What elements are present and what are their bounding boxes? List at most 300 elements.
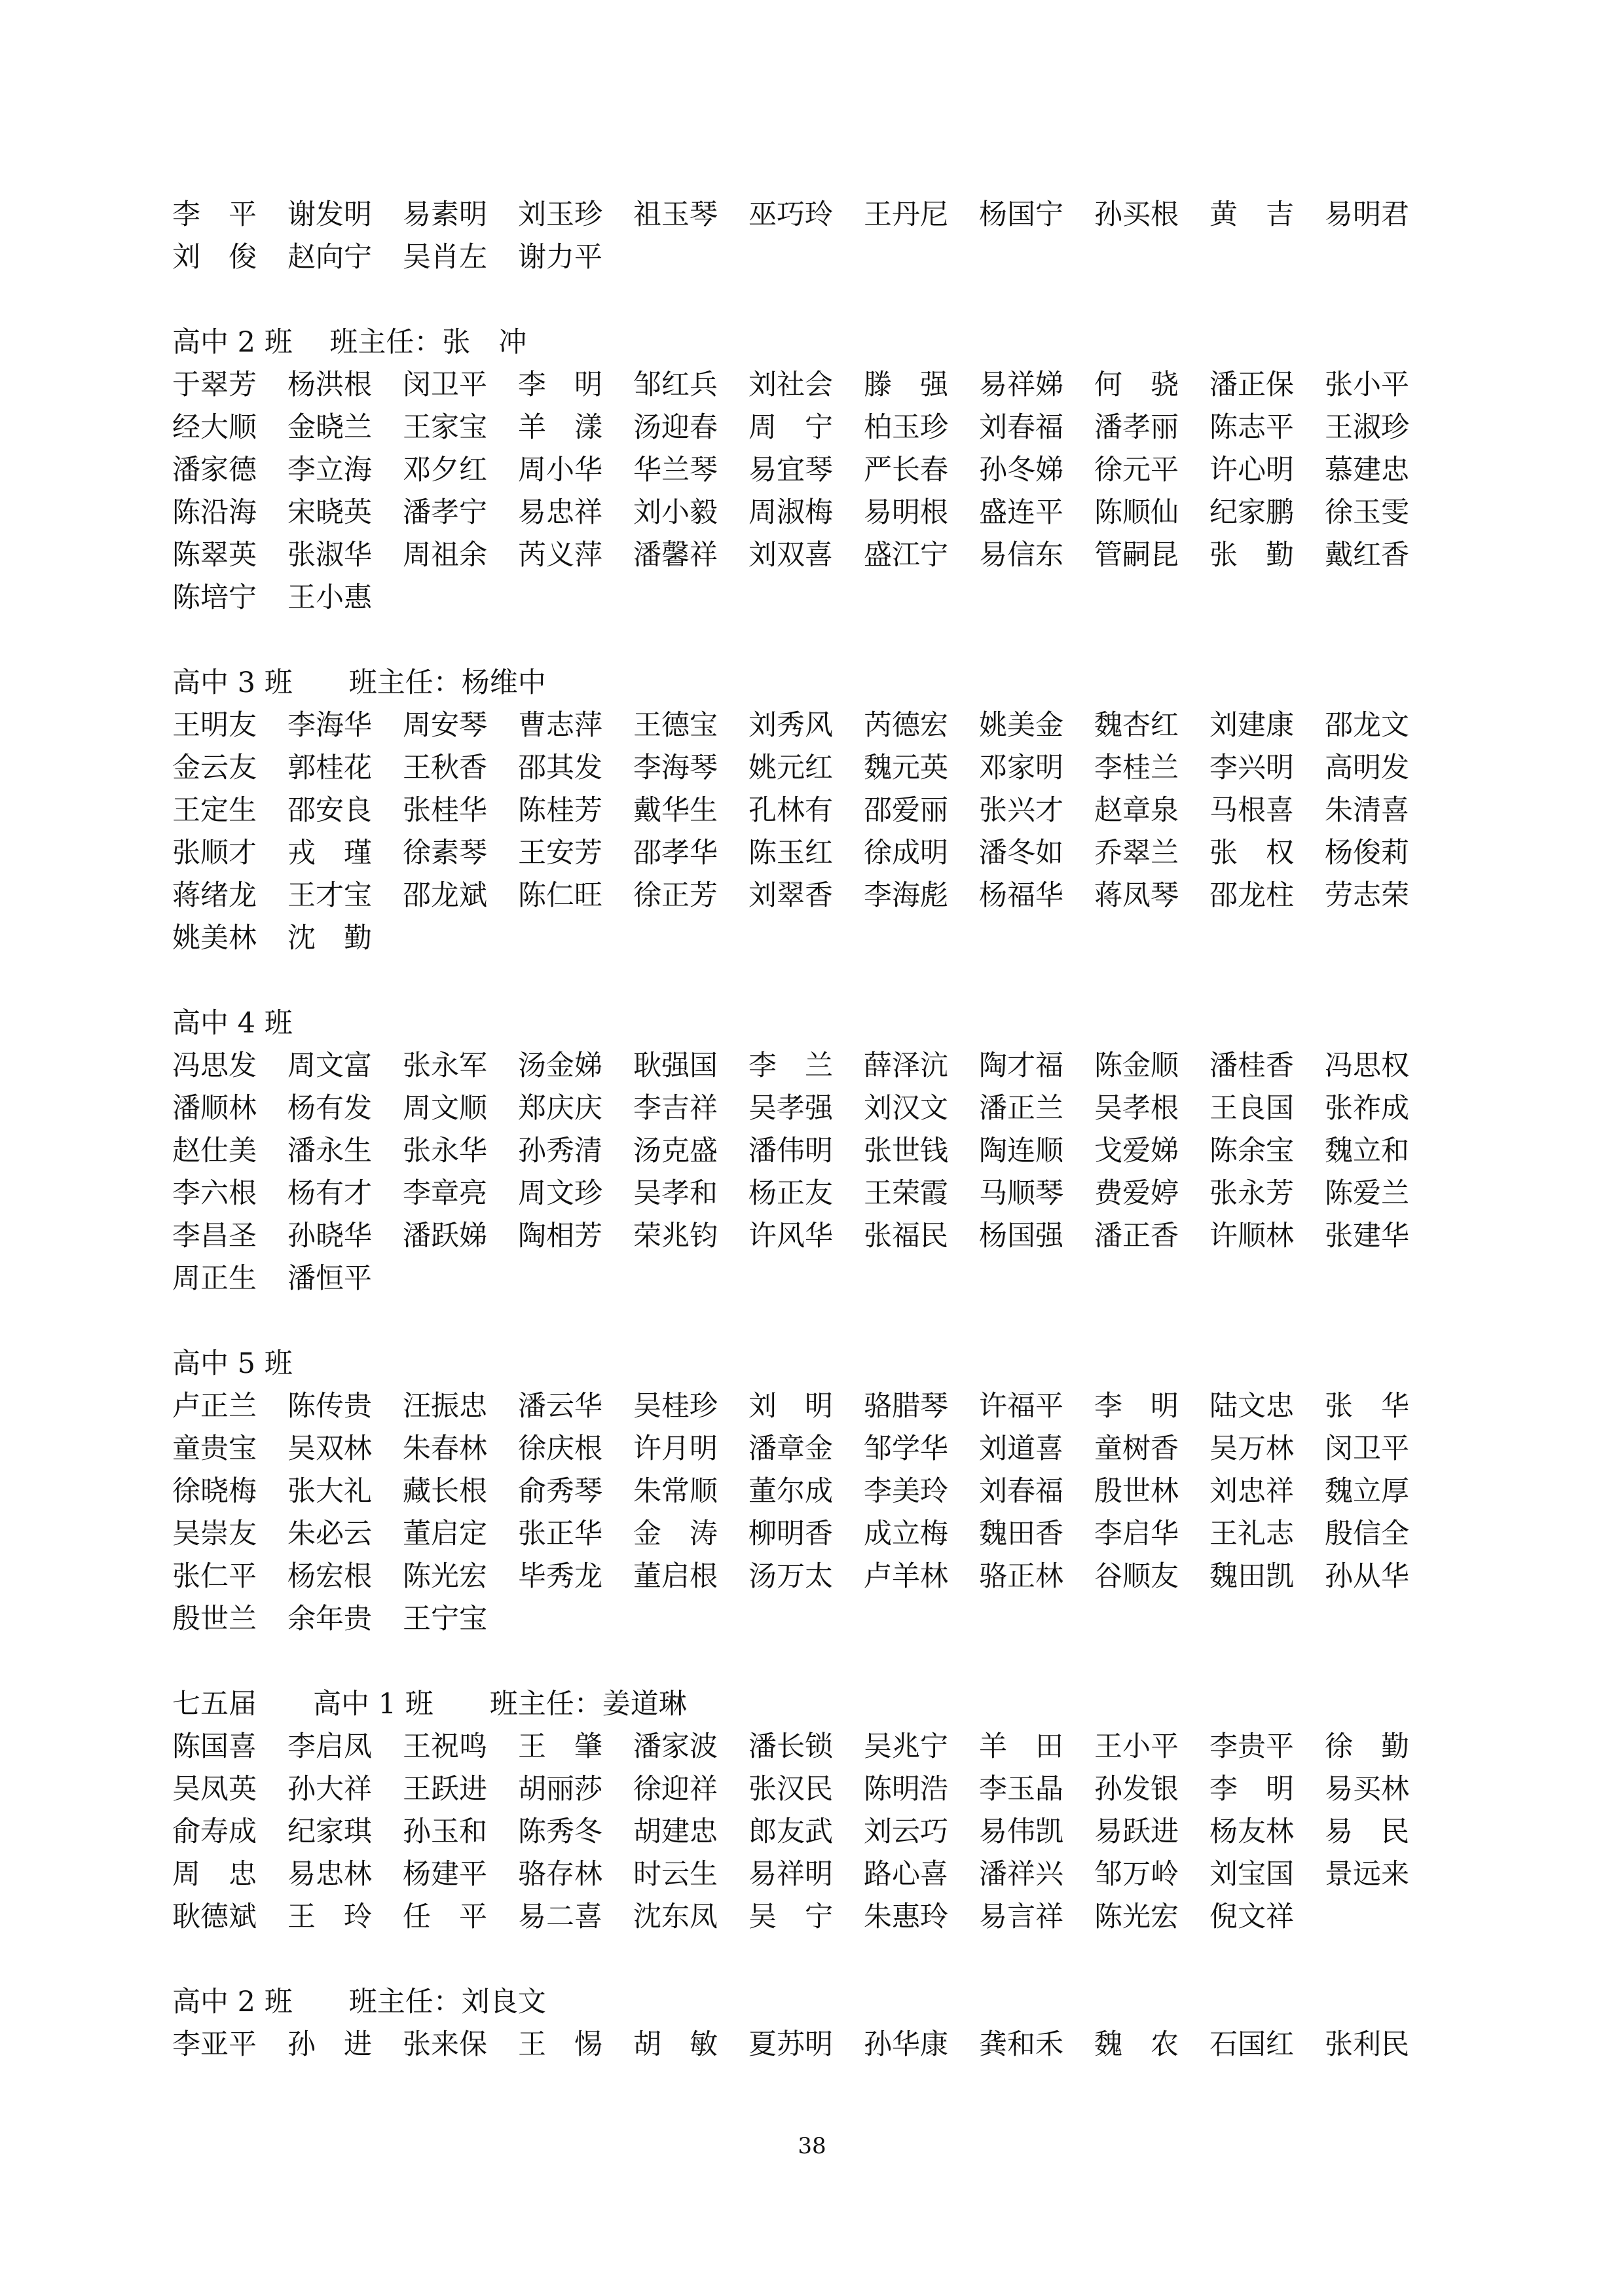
student-name: 卢正兰	[172, 1390, 257, 1423]
student-name: 殷信全	[1325, 1518, 1409, 1550]
name-row	[172, 492, 1456, 534]
student-name: 黄 吉	[1209, 198, 1294, 231]
student-name: 陶连顺	[979, 1135, 1063, 1167]
student-name: 陈顺仙	[1094, 496, 1179, 529]
student-name: 纪家鹏	[1209, 496, 1294, 529]
student-name: 曹志萍	[518, 709, 602, 742]
name-row	[172, 747, 1456, 790]
student-name: 王丹尼	[864, 198, 948, 231]
student-name: 胡建忠	[633, 1815, 718, 1848]
name-row	[172, 236, 1456, 279]
student-name: 胡 敏	[633, 2028, 718, 2061]
student-name: 刘 明	[748, 1390, 833, 1423]
student-name: 陈秀冬	[518, 1815, 602, 1848]
student-name: 李海琴	[633, 752, 718, 784]
student-name: 孙华康	[864, 2028, 948, 2061]
student-name: 陈翠英	[172, 539, 257, 572]
name-row	[172, 1598, 1456, 1641]
student-name: 陈仁旺	[518, 879, 602, 912]
student-name: 周 忠	[172, 1858, 257, 1891]
student-name: 王淑珍	[1325, 411, 1409, 444]
section-spacer	[172, 1939, 1456, 1981]
student-name: 王小惠	[287, 581, 372, 614]
student-name: 邵龙文	[1325, 709, 1409, 742]
student-name: 宋晓英	[287, 496, 372, 529]
student-name: 卢羊林	[864, 1560, 948, 1593]
student-name: 藏长根	[403, 1475, 487, 1508]
student-name: 王德宝	[633, 709, 718, 742]
student-name: 王定生	[172, 794, 257, 827]
student-name: 张永军	[403, 1049, 487, 1082]
student-name: 杨俊莉	[1325, 837, 1409, 869]
name-row	[172, 1726, 1456, 1768]
student-name: 张建华	[1325, 1220, 1409, 1252]
student-name: 刘玉珍	[518, 198, 602, 231]
student-name: 童树香	[1094, 1432, 1179, 1465]
student-name: 纪家琪	[287, 1815, 372, 1848]
student-name: 王小平	[1094, 1730, 1179, 1763]
student-name: 易祥娣	[979, 369, 1063, 401]
student-name: 潘顺林	[172, 1092, 257, 1125]
student-name: 赵章泉	[1094, 794, 1179, 827]
student-name: 张来保	[403, 2028, 487, 2061]
name-row	[172, 407, 1456, 449]
name-row	[172, 790, 1456, 832]
name-row	[172, 704, 1456, 747]
student-name: 刘云巧	[864, 1815, 948, 1848]
student-name: 刘建康	[1209, 709, 1294, 742]
student-name: 王良国	[1209, 1092, 1294, 1125]
student-name: 陈志平	[1209, 411, 1294, 444]
student-name: 杨正友	[748, 1177, 833, 1210]
student-name: 董启定	[403, 1518, 487, 1550]
student-name: 杨宏根	[287, 1560, 372, 1593]
student-name: 羊 漾	[518, 411, 602, 444]
student-name: 董启根	[633, 1560, 718, 1593]
student-name: 俞秀琴	[518, 1475, 602, 1508]
student-name: 魏元英	[864, 752, 948, 784]
student-name: 王明友	[172, 709, 257, 742]
student-name: 陈爱兰	[1325, 1177, 1409, 1210]
student-name: 刘翠香	[748, 879, 833, 912]
student-name: 吴凤英	[172, 1773, 257, 1806]
name-row	[172, 577, 1456, 619]
student-name: 汤金娣	[518, 1049, 602, 1082]
name-row	[172, 1215, 1456, 1258]
student-name: 孙秀清	[518, 1135, 602, 1167]
student-name: 李贵平	[1209, 1730, 1294, 1763]
student-name: 羊 田	[979, 1730, 1063, 1763]
student-name: 王安芳	[518, 837, 602, 869]
student-name: 吴万林	[1209, 1432, 1294, 1465]
student-name: 朱清喜	[1325, 794, 1409, 827]
student-name: 王 肇	[518, 1730, 602, 1763]
section-spacer	[172, 619, 1456, 662]
student-name: 张世钱	[864, 1135, 948, 1167]
student-name: 巫巧玲	[748, 198, 833, 231]
student-name: 金 涛	[633, 1518, 718, 1550]
student-name: 戈爱娣	[1094, 1135, 1179, 1167]
student-name: 徐玉雯	[1325, 496, 1409, 529]
student-name: 周小华	[518, 454, 602, 486]
student-name: 余年贵	[287, 1603, 372, 1635]
student-name: 张小平	[1325, 369, 1409, 401]
class-section	[172, 279, 1456, 619]
name-row	[172, 1258, 1456, 1300]
student-name: 魏 农	[1094, 2028, 1179, 2061]
student-name: 郎友武	[748, 1815, 833, 1848]
student-name: 骆腊琴	[864, 1390, 948, 1423]
class-section	[172, 1939, 1456, 2066]
name-row	[172, 1853, 1456, 1896]
student-name: 邵孝华	[633, 837, 718, 869]
student-name: 潘恒平	[287, 1262, 372, 1295]
student-name: 陈明浩	[864, 1773, 948, 1806]
student-name: 邵安良	[287, 794, 372, 827]
student-name: 李吉祥	[633, 1092, 718, 1125]
class-heading: 高中 4 班	[172, 1007, 293, 1040]
class-section	[172, 960, 1456, 1300]
student-name: 陶相芳	[518, 1220, 602, 1252]
name-row	[172, 1513, 1456, 1556]
student-name: 周文富	[287, 1049, 372, 1082]
student-name: 童贵宝	[172, 1432, 257, 1465]
student-name: 王宁宝	[403, 1603, 487, 1635]
student-name: 张桂华	[403, 794, 487, 827]
student-name: 张大礼	[287, 1475, 372, 1508]
student-name: 邹红兵	[633, 369, 718, 401]
student-name: 易买林	[1325, 1773, 1409, 1806]
student-name: 孔林有	[748, 794, 833, 827]
student-name: 张永华	[403, 1135, 487, 1167]
student-name: 杨福华	[979, 879, 1063, 912]
student-name: 李 明	[1209, 1773, 1294, 1806]
student-name: 邵龙斌	[403, 879, 487, 912]
student-name: 潘馨祥	[633, 539, 718, 572]
student-name: 杨国宁	[979, 198, 1063, 231]
student-name: 吴孝强	[748, 1092, 833, 1125]
student-name: 李昌圣	[172, 1220, 257, 1252]
student-name: 易伟凯	[979, 1815, 1063, 1848]
student-name: 许顺林	[1209, 1220, 1294, 1252]
student-name: 谷顺友	[1094, 1560, 1179, 1593]
section-spacer	[172, 1300, 1456, 1343]
student-name: 赵向宁	[287, 241, 372, 274]
student-name: 戴红香	[1325, 539, 1409, 572]
name-row	[172, 1130, 1456, 1173]
student-name: 李海彪	[864, 879, 948, 912]
student-name: 任 平	[403, 1901, 487, 1933]
student-name: 易忠祥	[518, 496, 602, 529]
student-name: 汪振忠	[403, 1390, 487, 1423]
student-name: 薛泽沆	[864, 1049, 948, 1082]
student-name: 潘桂香	[1209, 1049, 1294, 1082]
page-number: 38	[798, 2133, 826, 2159]
student-name: 杨有发	[287, 1092, 372, 1125]
student-name: 倪文祥	[1209, 1901, 1294, 1933]
student-name: 刘社会	[748, 369, 833, 401]
student-name: 沈东凤	[633, 1901, 718, 1933]
student-name: 李 明	[1094, 1390, 1179, 1423]
student-name: 龚和禾	[979, 2028, 1063, 2061]
student-name: 李 兰	[748, 1049, 833, 1082]
student-name: 陈光宏	[1094, 1901, 1179, 1933]
student-name: 陈玉红	[748, 837, 833, 869]
student-name: 陈国喜	[172, 1730, 257, 1763]
student-name: 孙晓华	[287, 1220, 372, 1252]
name-row	[172, 1811, 1456, 1853]
student-name: 王家宝	[403, 411, 487, 444]
student-name: 周文顺	[403, 1092, 487, 1125]
student-name: 芮德宏	[864, 709, 948, 742]
student-name: 孙发银	[1094, 1773, 1179, 1806]
student-name: 董尔成	[748, 1475, 833, 1508]
student-name: 陈桂芳	[518, 794, 602, 827]
student-name: 汤万太	[748, 1560, 833, 1593]
student-name: 郑庆庆	[518, 1092, 602, 1125]
student-name: 陈传贵	[287, 1390, 372, 1423]
name-row	[172, 1428, 1456, 1470]
student-name: 盛连平	[979, 496, 1063, 529]
student-name: 邓夕红	[403, 454, 487, 486]
student-name: 吴肖左	[403, 241, 487, 274]
student-name: 陈余宝	[1209, 1135, 1294, 1167]
student-name: 夏苏明	[748, 2028, 833, 2061]
student-name: 金云友	[172, 752, 257, 784]
student-name: 陆文忠	[1209, 1390, 1294, 1423]
student-name: 陈培宁	[172, 581, 257, 614]
student-name: 杨国强	[979, 1220, 1063, 1252]
student-name: 严长春	[864, 454, 948, 486]
student-name: 易宜琴	[748, 454, 833, 486]
class-section	[172, 194, 1456, 279]
student-name: 魏立和	[1325, 1135, 1409, 1167]
student-name: 柏玉珍	[864, 411, 948, 444]
student-name: 金晓兰	[287, 411, 372, 444]
name-row	[172, 1045, 1456, 1087]
student-name: 柳明香	[748, 1518, 833, 1550]
class-heading: 七五届 高中 1 班 班主任：姜道琳	[172, 1688, 687, 1721]
student-name: 易信东	[979, 539, 1063, 572]
student-name: 刘秀风	[748, 709, 833, 742]
section-spacer	[172, 1641, 1456, 1683]
student-name: 朱必云	[287, 1518, 372, 1550]
student-name: 魏田凯	[1209, 1560, 1294, 1593]
student-name: 孙买根	[1094, 198, 1179, 231]
student-name: 杨友林	[1209, 1815, 1294, 1848]
student-name: 孙冬娣	[979, 454, 1063, 486]
student-name: 潘云华	[518, 1390, 602, 1423]
student-name: 张 勤	[1209, 539, 1294, 572]
student-name: 李玉晶	[979, 1773, 1063, 1806]
student-name: 徐迎祥	[633, 1773, 718, 1806]
student-name: 李海华	[287, 709, 372, 742]
name-row	[172, 1896, 1456, 1939]
student-name: 易二喜	[518, 1901, 602, 1933]
student-name: 邵龙柱	[1209, 879, 1294, 912]
student-name: 许月明	[633, 1432, 718, 1465]
student-name: 潘祥兴	[979, 1858, 1063, 1891]
student-name: 俞寿成	[172, 1815, 257, 1848]
class-heading: 高中 2 班 班主任：张 冲	[172, 326, 527, 359]
student-name: 邹万岭	[1094, 1858, 1179, 1891]
student-name: 潘正兰	[979, 1092, 1063, 1125]
student-name: 易素明	[403, 198, 487, 231]
name-row	[172, 1556, 1456, 1598]
student-name: 吴孝根	[1094, 1092, 1179, 1125]
name-row	[172, 917, 1456, 960]
student-name: 吴桂珍	[633, 1390, 718, 1423]
student-name: 李立海	[287, 454, 372, 486]
student-name: 李亚平	[172, 2028, 257, 2061]
student-name: 高明发	[1325, 752, 1409, 784]
student-name: 张 权	[1209, 837, 1294, 869]
class-section	[172, 1300, 1456, 1641]
student-name: 徐晓梅	[172, 1475, 257, 1508]
student-name: 冯思权	[1325, 1049, 1409, 1082]
student-name: 潘正香	[1094, 1220, 1179, 1252]
student-name: 朱常顺	[633, 1475, 718, 1508]
student-name: 姚元红	[748, 752, 833, 784]
student-name: 管嗣昆	[1094, 539, 1179, 572]
student-name: 周正生	[172, 1262, 257, 1295]
student-name: 许心明	[1209, 454, 1294, 486]
student-name: 张祚成	[1325, 1092, 1409, 1125]
student-name: 周淑梅	[748, 496, 833, 529]
student-name: 吴孝和	[633, 1177, 718, 1210]
student-name: 张汉民	[748, 1773, 833, 1806]
student-name: 李启凤	[287, 1730, 372, 1763]
student-name: 周祖余	[403, 539, 487, 572]
class-section	[172, 619, 1456, 960]
student-name: 李美玲	[864, 1475, 948, 1508]
student-name: 易明君	[1325, 198, 1409, 231]
student-name: 成立梅	[864, 1518, 948, 1550]
student-name: 王礼志	[1209, 1518, 1294, 1550]
student-name: 刘 俊	[172, 241, 257, 274]
student-name: 李 平	[172, 198, 257, 231]
student-name: 何 骁	[1094, 369, 1179, 401]
student-name: 马顺琴	[979, 1177, 1063, 1210]
student-name: 汤克盛	[633, 1135, 718, 1167]
student-name: 姚美林	[172, 922, 257, 955]
student-name: 吴崇友	[172, 1518, 257, 1550]
student-name: 耿强国	[633, 1049, 718, 1082]
student-name: 闵卫平	[403, 369, 487, 401]
student-name: 周安琴	[403, 709, 487, 742]
student-name: 潘冬如	[979, 837, 1063, 869]
student-name: 潘孝丽	[1094, 411, 1179, 444]
section-spacer	[172, 960, 1456, 1002]
student-name: 郭桂花	[287, 752, 372, 784]
student-name: 孙 进	[287, 2028, 372, 2061]
student-name: 邵其发	[518, 752, 602, 784]
student-name: 戴华生	[633, 794, 718, 827]
student-name: 时云生	[633, 1858, 718, 1891]
name-row	[172, 449, 1456, 492]
student-name: 王 惕	[518, 2028, 602, 2061]
student-name: 吴 宁	[748, 1901, 833, 1933]
student-name: 劳志荣	[1325, 879, 1409, 912]
student-name: 盛江宁	[864, 539, 948, 572]
student-name: 慕建忠	[1325, 454, 1409, 486]
name-row	[172, 1087, 1456, 1130]
student-name: 易明根	[864, 496, 948, 529]
student-name: 孙从华	[1325, 1560, 1409, 1593]
student-name: 许福平	[979, 1390, 1063, 1423]
student-name: 杨洪根	[287, 369, 372, 401]
student-name: 汤迎春	[633, 411, 718, 444]
class-section	[172, 1641, 1456, 1939]
student-name: 邹学华	[864, 1432, 948, 1465]
student-name: 刘双喜	[748, 539, 833, 572]
student-name: 王荣霞	[864, 1177, 948, 1210]
student-name: 易跃进	[1094, 1815, 1179, 1848]
student-name: 于翠芳	[172, 369, 257, 401]
student-name: 周 宁	[748, 411, 833, 444]
name-row	[172, 2024, 1456, 2066]
student-name: 刘道喜	[979, 1432, 1063, 1465]
student-name: 华兰琴	[633, 454, 718, 486]
student-name: 滕 强	[864, 369, 948, 401]
student-name: 孙大祥	[287, 1773, 372, 1806]
student-name: 潘章金	[748, 1432, 833, 1465]
student-name: 祖玉琴	[633, 198, 718, 231]
student-name: 王 玲	[287, 1901, 372, 1933]
student-name: 潘永生	[287, 1135, 372, 1167]
student-name: 张仁平	[172, 1560, 257, 1593]
student-name: 刘忠祥	[1209, 1475, 1294, 1508]
student-name: 张顺才	[172, 837, 257, 869]
student-name: 张淑华	[287, 539, 372, 572]
student-name: 潘孝宁	[403, 496, 487, 529]
student-name: 刘春福	[979, 411, 1063, 444]
name-row	[172, 1470, 1456, 1513]
student-name: 李桂兰	[1094, 752, 1179, 784]
student-name: 王秋香	[403, 752, 487, 784]
student-name: 李 明	[518, 369, 602, 401]
student-name: 姚美金	[979, 709, 1063, 742]
student-name: 闵卫平	[1325, 1432, 1409, 1465]
student-name: 朱春林	[403, 1432, 487, 1465]
name-row	[172, 832, 1456, 875]
name-row	[172, 1173, 1456, 1215]
student-name: 张福民	[864, 1220, 948, 1252]
student-name: 刘小毅	[633, 496, 718, 529]
student-name: 朱惠玲	[864, 1901, 948, 1933]
student-name: 李兴明	[1209, 752, 1294, 784]
student-name: 徐 勤	[1325, 1730, 1409, 1763]
class-roster	[172, 194, 1456, 2066]
student-name: 骆存林	[518, 1858, 602, 1891]
student-name: 潘伟明	[748, 1135, 833, 1167]
student-name: 张利民	[1325, 2028, 1409, 2061]
student-name: 吴兆宁	[864, 1730, 948, 1763]
student-name: 陶才福	[979, 1049, 1063, 1082]
student-name: 潘长锁	[748, 1730, 833, 1763]
student-name: 刘汉文	[864, 1092, 948, 1125]
student-name: 耿德斌	[172, 1901, 257, 1933]
student-name: 易忠林	[287, 1858, 372, 1891]
name-row	[172, 875, 1456, 917]
student-name: 孙玉和	[403, 1815, 487, 1848]
student-name: 陈金顺	[1094, 1049, 1179, 1082]
student-name: 王跃进	[403, 1773, 487, 1806]
name-row	[172, 1768, 1456, 1811]
student-name: 李章亮	[403, 1177, 487, 1210]
student-name: 徐庆根	[518, 1432, 602, 1465]
student-name: 徐成明	[864, 837, 948, 869]
